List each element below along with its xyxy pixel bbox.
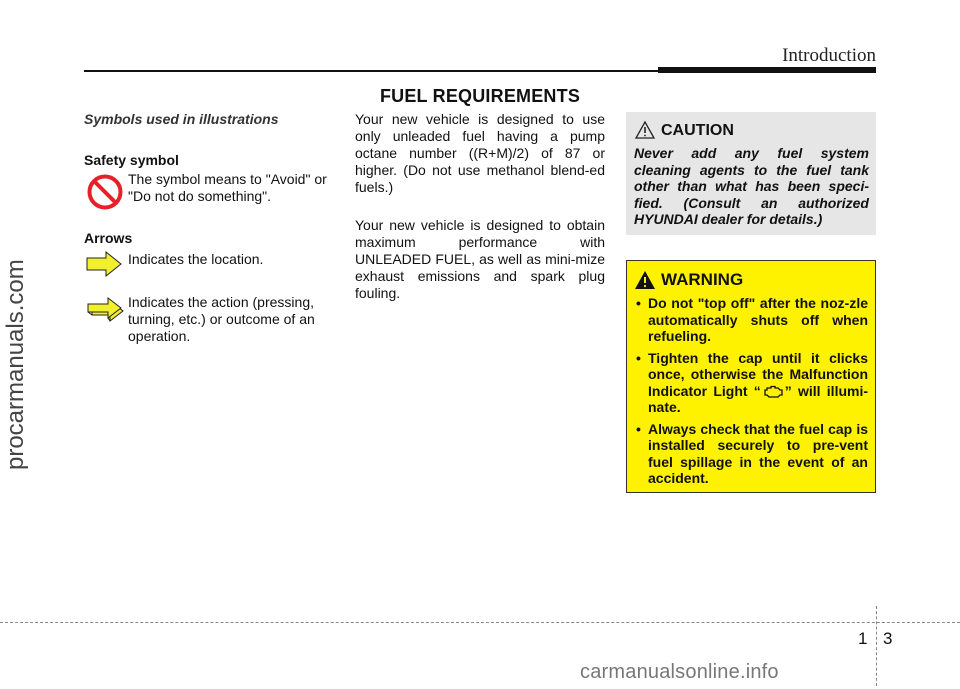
footer-divider xyxy=(876,606,878,686)
caution-text: Never add any fuel system cleaning agents to the fuel tank other than what has been speci-fied. (Consult an authorized HYUNDAI dealer for details.) xyxy=(634,145,869,227)
safety-symbol-text: The symbol means to "Avoid" or "Do not do something". xyxy=(128,171,327,204)
arrow-location-text: Indicates the location. xyxy=(128,251,264,267)
warning-item-text: Do not "top off" after the noz-zle automatically shuts off when refueling. xyxy=(648,295,868,344)
warning-item-text: Tighten the cap until it clicks once, otherwise the Malfunction Indicator Light “ xyxy=(648,349,868,399)
avoid-icon xyxy=(86,173,124,211)
chapter-number: 1 xyxy=(858,629,868,648)
safety-symbol-label: Safety symbol xyxy=(84,152,179,168)
warning-item-text: ” will illumi-nate. xyxy=(648,382,869,415)
side-watermark: procarmanuals.com xyxy=(2,259,29,470)
engine-check-icon xyxy=(763,385,783,398)
warning-item-fuel-cap xyxy=(636,421,868,487)
warning-triangle-icon xyxy=(634,270,656,290)
caution-title: CAUTION xyxy=(661,122,734,139)
warning-title: WARNING xyxy=(661,270,744,289)
arrow-press-icon xyxy=(86,295,124,325)
section-title: FUEL REQUIREMENTS xyxy=(379,86,581,106)
warning-item-tighten-cap xyxy=(636,350,868,416)
page-header-title: Introduction xyxy=(782,45,876,66)
warning-item-text: Always check that the fuel cap is installed securely to pre-vent fuel spillage in the event of an accident. xyxy=(648,420,868,486)
footer-rule xyxy=(0,622,960,624)
caution-triangle-icon xyxy=(634,120,656,140)
arrows-label: Arrows xyxy=(84,230,133,246)
header-rule-thick xyxy=(658,67,876,73)
warning-list xyxy=(636,295,868,492)
arrow-right-icon xyxy=(86,251,122,277)
bottom-watermark: carmanualsonline.info xyxy=(580,661,779,683)
arrow-action-text: Indicates the action (pressing, turning, etc.) or outcome of an operation. xyxy=(128,294,315,344)
symbols-subheading: Symbols used in illustrations xyxy=(84,111,279,127)
fuel-paragraph-1: Your new vehicle is designed to use only unleaded fuel having a pump octane number ((R+M)/2) of 87 or higher. (Do not use methanol blend-ed fuels.) xyxy=(355,111,605,195)
fuel-paragraph-2: Your new vehicle is designed to obtain maximum performance with UNLEADED FUEL, as well as mini-mize exhaust emissions and spark plug fouling. xyxy=(355,217,605,301)
warning-item-top-off xyxy=(636,295,868,345)
page-number: 3 xyxy=(883,629,893,648)
